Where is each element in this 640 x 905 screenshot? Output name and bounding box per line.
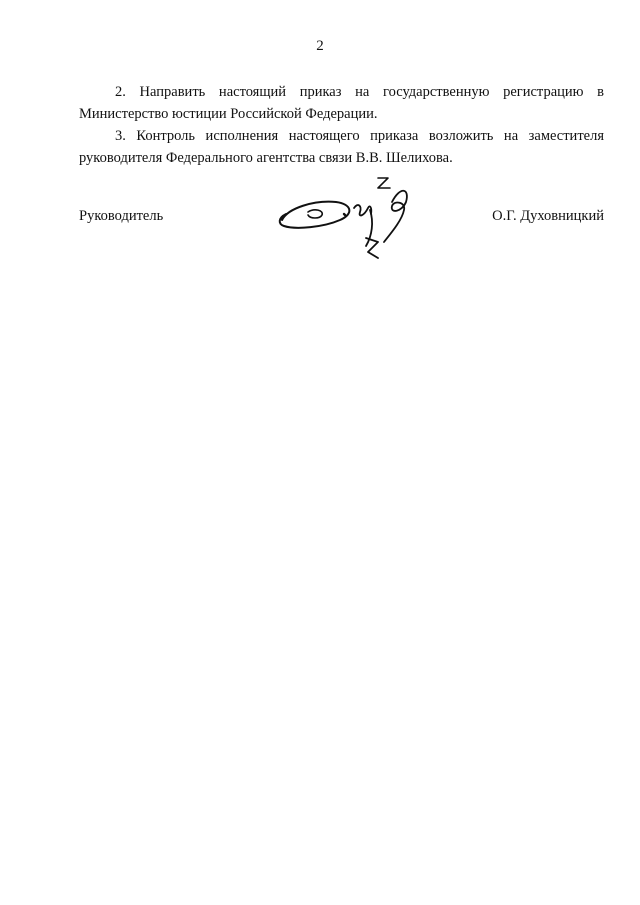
handwritten-signature-icon: [274, 172, 424, 264]
page-number: 2: [316, 38, 324, 54]
signer-name: О.Г. Духовницкий: [492, 208, 604, 224]
document-body: [79, 81, 604, 169]
paragraph-control: 3. Контроль исполнения настоящего приказа возложить на заместителя руководителя Федерального агентства связи В.В. Шелихова.: [79, 128, 604, 166]
signer-title: Руководитель: [79, 208, 164, 224]
paragraph-registration: 2. Направить настоящий приказ на государственную регистрацию в Министерство юстиции Российской Федерации.: [79, 84, 604, 122]
